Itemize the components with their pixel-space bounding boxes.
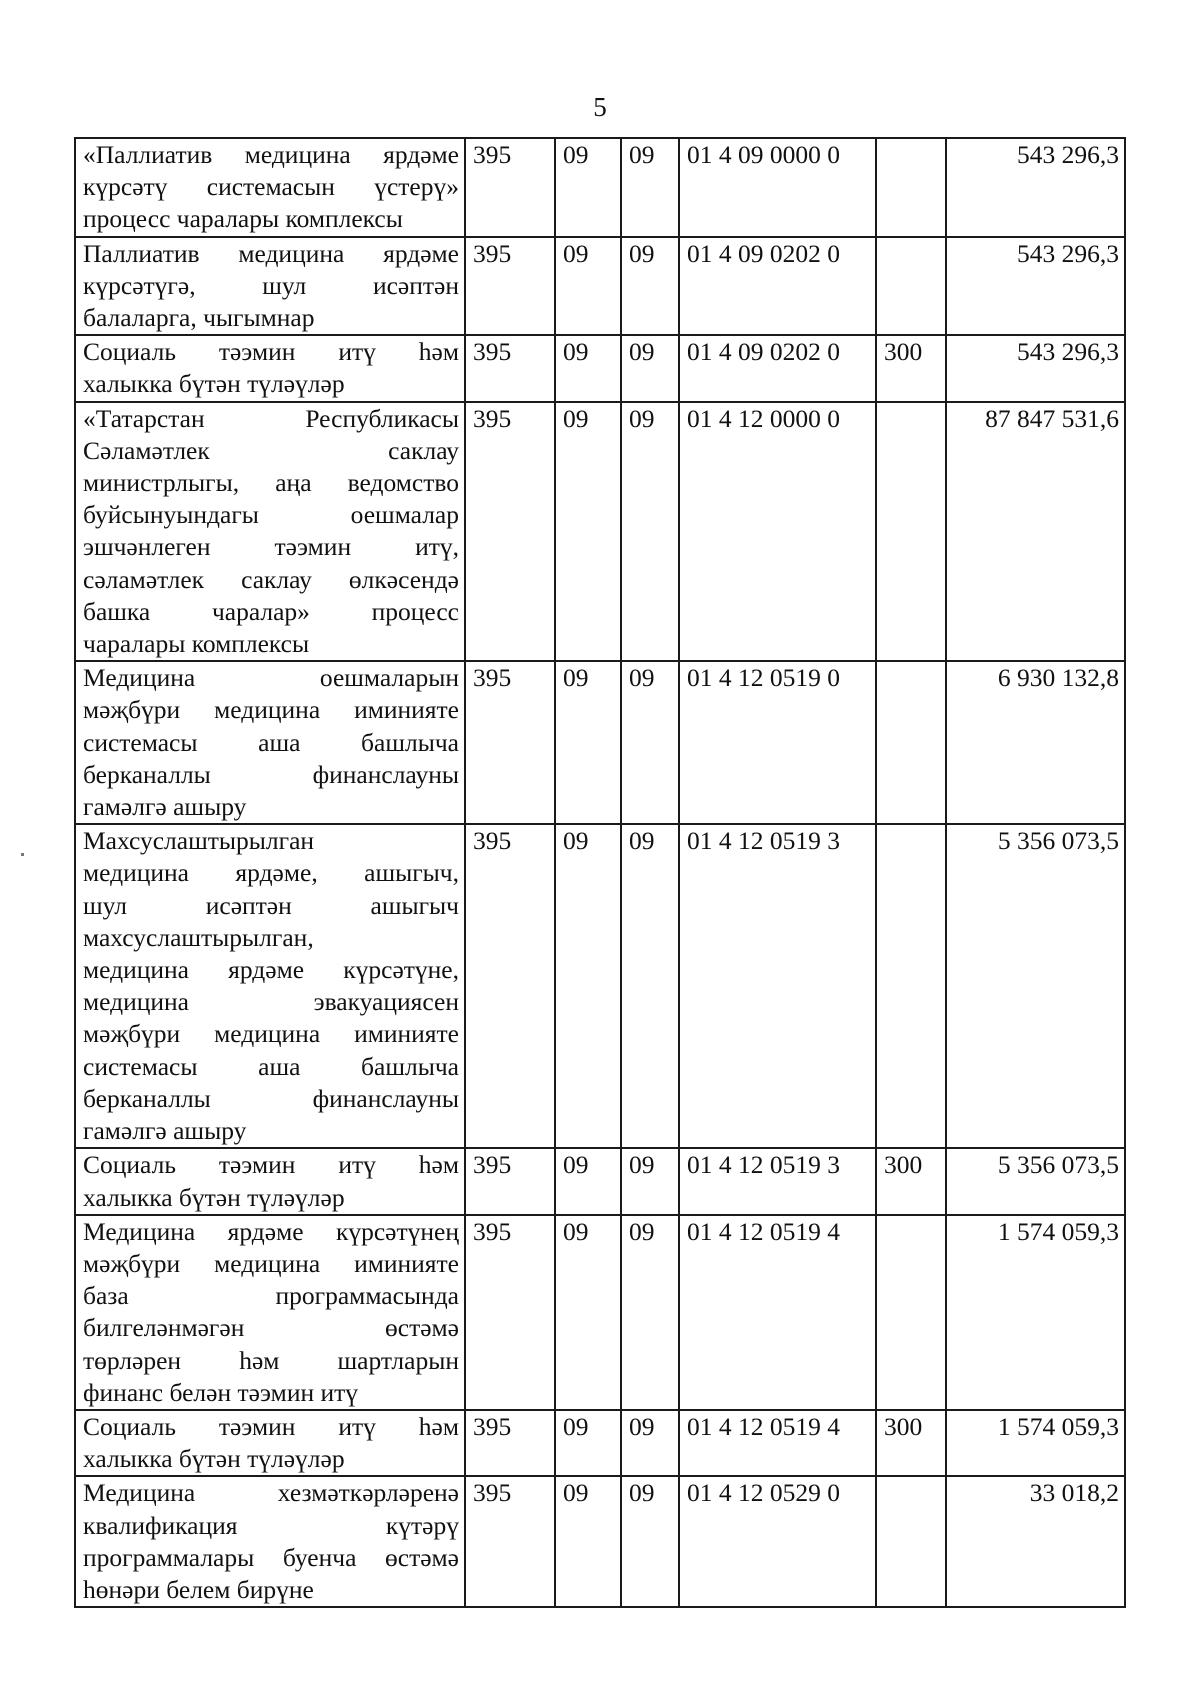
name-line: финанс белән тәэмин итү (83, 1377, 359, 1407)
name-line: махсуслаштырылган, (83, 922, 314, 952)
cell-expense-type: 300 (876, 1410, 946, 1476)
cell-target-article: 01 4 12 0529 0 (679, 1476, 876, 1607)
cell-ved: 395 (465, 1410, 555, 1476)
cell-target-article: 01 4 12 0000 0 (679, 402, 876, 662)
cell-section: 09 (555, 138, 621, 237)
name-line: Социаль тәэмин итү һәм (83, 1150, 459, 1180)
name-line: шул исәптән ашыгыч (83, 890, 459, 920)
cell-expense-type (876, 237, 946, 336)
cell-expense-type (876, 402, 946, 662)
name-line: квалификация күтәрү (83, 1510, 459, 1540)
cell-expense-type (876, 138, 946, 237)
name-line: күрсәтү системасын үстерү» (83, 172, 459, 202)
cell-section: 09 (555, 402, 621, 662)
name-line: төрләрен һәм шартларын (83, 1345, 459, 1375)
cell-target-article: 01 4 12 0519 4 (679, 1215, 876, 1410)
cell-target-article: 01 4 12 0519 3 (679, 824, 876, 1148)
cell-name (75, 1476, 465, 1607)
cell-ved: 395 (465, 661, 555, 824)
name-line: Социаль тәэмин итү һәм (83, 1411, 459, 1441)
name-line: халыкка бүтән түләүләр (83, 369, 345, 399)
name-line: һөнәри белем бирүне (83, 1574, 314, 1604)
cell-subsection: 09 (621, 335, 679, 401)
cell-expense-type: 300 (876, 335, 946, 401)
name-line: берканаллы финанслауны (83, 759, 459, 789)
cell-name (75, 1410, 465, 1476)
cell-amount: 543 296,3 (946, 138, 1125, 237)
cell-expense-type (876, 1476, 946, 1607)
table-row (75, 1476, 1125, 1607)
page-number: 5 (593, 92, 607, 122)
cell-section: 09 (555, 1410, 621, 1476)
name-line: системасы аша башлыча (83, 727, 459, 757)
name-line: буйсынуындагы оешмалар (83, 500, 459, 530)
cell-name (75, 661, 465, 824)
name-line: медицина ярдәме, ашыгыч, (83, 858, 459, 888)
cell-section: 09 (555, 335, 621, 401)
cell-amount: 543 296,3 (946, 335, 1125, 401)
name-line: гамәлгә ашыру (83, 1116, 247, 1146)
name-line: халыкка бүтән түләүләр (83, 1182, 345, 1212)
name-line: билгеләнмәгән өстәмә (83, 1313, 459, 1343)
table-row (75, 661, 1125, 824)
table-row (75, 138, 1125, 237)
cell-subsection: 09 (621, 824, 679, 1148)
cell-section: 09 (555, 237, 621, 336)
cell-amount: 543 296,3 (946, 237, 1125, 336)
name-line: халыкка бүтән түләүләр (83, 1444, 345, 1474)
cell-name (75, 335, 465, 401)
cell-subsection: 09 (621, 1476, 679, 1607)
cell-section: 09 (555, 1215, 621, 1410)
name-line: күрсәтүгә, шул исәптән (83, 270, 459, 300)
name-line: Медицина оешмаларын (83, 663, 459, 693)
cell-name (75, 237, 465, 336)
name-line: медицина ярдәме күрсәтүне, (83, 955, 459, 985)
table-row (75, 1148, 1125, 1214)
cell-ved: 395 (465, 1215, 555, 1410)
name-line: берканаллы финанслауны (83, 1083, 459, 1113)
cell-target-article: 01 4 12 0519 4 (679, 1410, 876, 1476)
cell-section: 09 (555, 1476, 621, 1607)
cell-amount: 6 930 132,8 (946, 661, 1125, 824)
cell-target-article: 01 4 09 0202 0 (679, 237, 876, 336)
cell-subsection: 09 (621, 1410, 679, 1476)
table-row (75, 824, 1125, 1148)
cell-subsection: 09 (621, 237, 679, 336)
cell-subsection: 09 (621, 402, 679, 662)
cell-amount: 5 356 073,5 (946, 824, 1125, 1148)
cell-ved: 395 (465, 1476, 555, 1607)
table-row (75, 1410, 1125, 1476)
cell-ved: 395 (465, 237, 555, 336)
cell-target-article: 01 4 12 0519 3 (679, 1148, 876, 1214)
cell-target-article: 01 4 12 0519 0 (679, 661, 876, 824)
name-line: гамәлгә ашыру (83, 792, 247, 822)
name-line: Медицина хезмәткәрләренә (83, 1478, 459, 1508)
cell-expense-type (876, 824, 946, 1148)
name-line: Социаль тәэмин итү һәм (83, 337, 459, 367)
cell-name (75, 1215, 465, 1410)
cell-ved: 395 (465, 335, 555, 401)
scan-speck (21, 853, 24, 856)
cell-amount: 33 018,2 (946, 1476, 1125, 1607)
table-row (75, 1215, 1125, 1410)
cell-amount: 5 356 073,5 (946, 1148, 1125, 1214)
cell-target-article: 01 4 09 0202 0 (679, 335, 876, 401)
cell-subsection: 09 (621, 1215, 679, 1410)
cell-name (75, 402, 465, 662)
name-line: системасы аша башлыча (83, 1051, 459, 1081)
name-line: чаралары комплексы (83, 629, 310, 659)
cell-expense-type: 300 (876, 1148, 946, 1214)
name-line: балаларга, чыгымнар (83, 303, 315, 333)
cell-expense-type (876, 1215, 946, 1410)
cell-ved: 395 (465, 138, 555, 237)
name-line: мәҗбүри медицина иминияте (83, 695, 459, 725)
table-row (75, 402, 1125, 662)
name-line: «Паллиатив медицина ярдәме (83, 140, 459, 169)
name-line: Паллиатив медицина ярдәме (83, 238, 459, 268)
cell-section: 09 (555, 1148, 621, 1214)
name-line: процесс чаралары комплексы (83, 204, 403, 234)
cell-subsection: 09 (621, 1148, 679, 1214)
table-row (75, 237, 1125, 336)
name-line: башка чаралар» процесс (83, 596, 459, 626)
name-line: мәҗбүри медицина иминияте (83, 1248, 459, 1278)
cell-name (75, 138, 465, 237)
name-line: мәҗбүри медицина иминияте (83, 1019, 459, 1049)
name-line: база программасында (83, 1281, 459, 1311)
name-line: Махсуслаштырылган (83, 826, 315, 856)
cell-subsection: 09 (621, 138, 679, 237)
cell-name (75, 824, 465, 1148)
cell-subsection: 09 (621, 661, 679, 824)
cell-amount: 1 574 059,3 (946, 1410, 1125, 1476)
cell-name (75, 1148, 465, 1214)
name-line: медицина эвакуациясен (83, 987, 459, 1017)
budget-table (74, 137, 1126, 1608)
name-line: Сәламәтлек саклау (83, 435, 459, 465)
cell-expense-type (876, 661, 946, 824)
name-line: Медицина ярдәме күрсәтүнең (83, 1216, 459, 1246)
name-line: эшчәнлеген тәэмин итү, (83, 532, 459, 562)
name-line: министрлыгы, аңа ведомство (83, 468, 459, 498)
cell-ved: 395 (465, 1148, 555, 1214)
cell-target-article: 01 4 09 0000 0 (679, 138, 876, 237)
cell-section: 09 (555, 661, 621, 824)
name-line: программалары буенча өстәмә (83, 1542, 459, 1572)
cell-amount: 87 847 531,6 (946, 402, 1125, 662)
cell-ved: 395 (465, 824, 555, 1148)
cell-amount: 1 574 059,3 (946, 1215, 1125, 1410)
cell-section: 09 (555, 824, 621, 1148)
name-line: «Татарстан Республикасы (83, 403, 459, 433)
table-row (75, 335, 1125, 401)
name-line: сәламәтлек саклау өлкәсендә (83, 564, 459, 594)
budget-table-body (75, 138, 1125, 1607)
cell-ved: 395 (465, 402, 555, 662)
